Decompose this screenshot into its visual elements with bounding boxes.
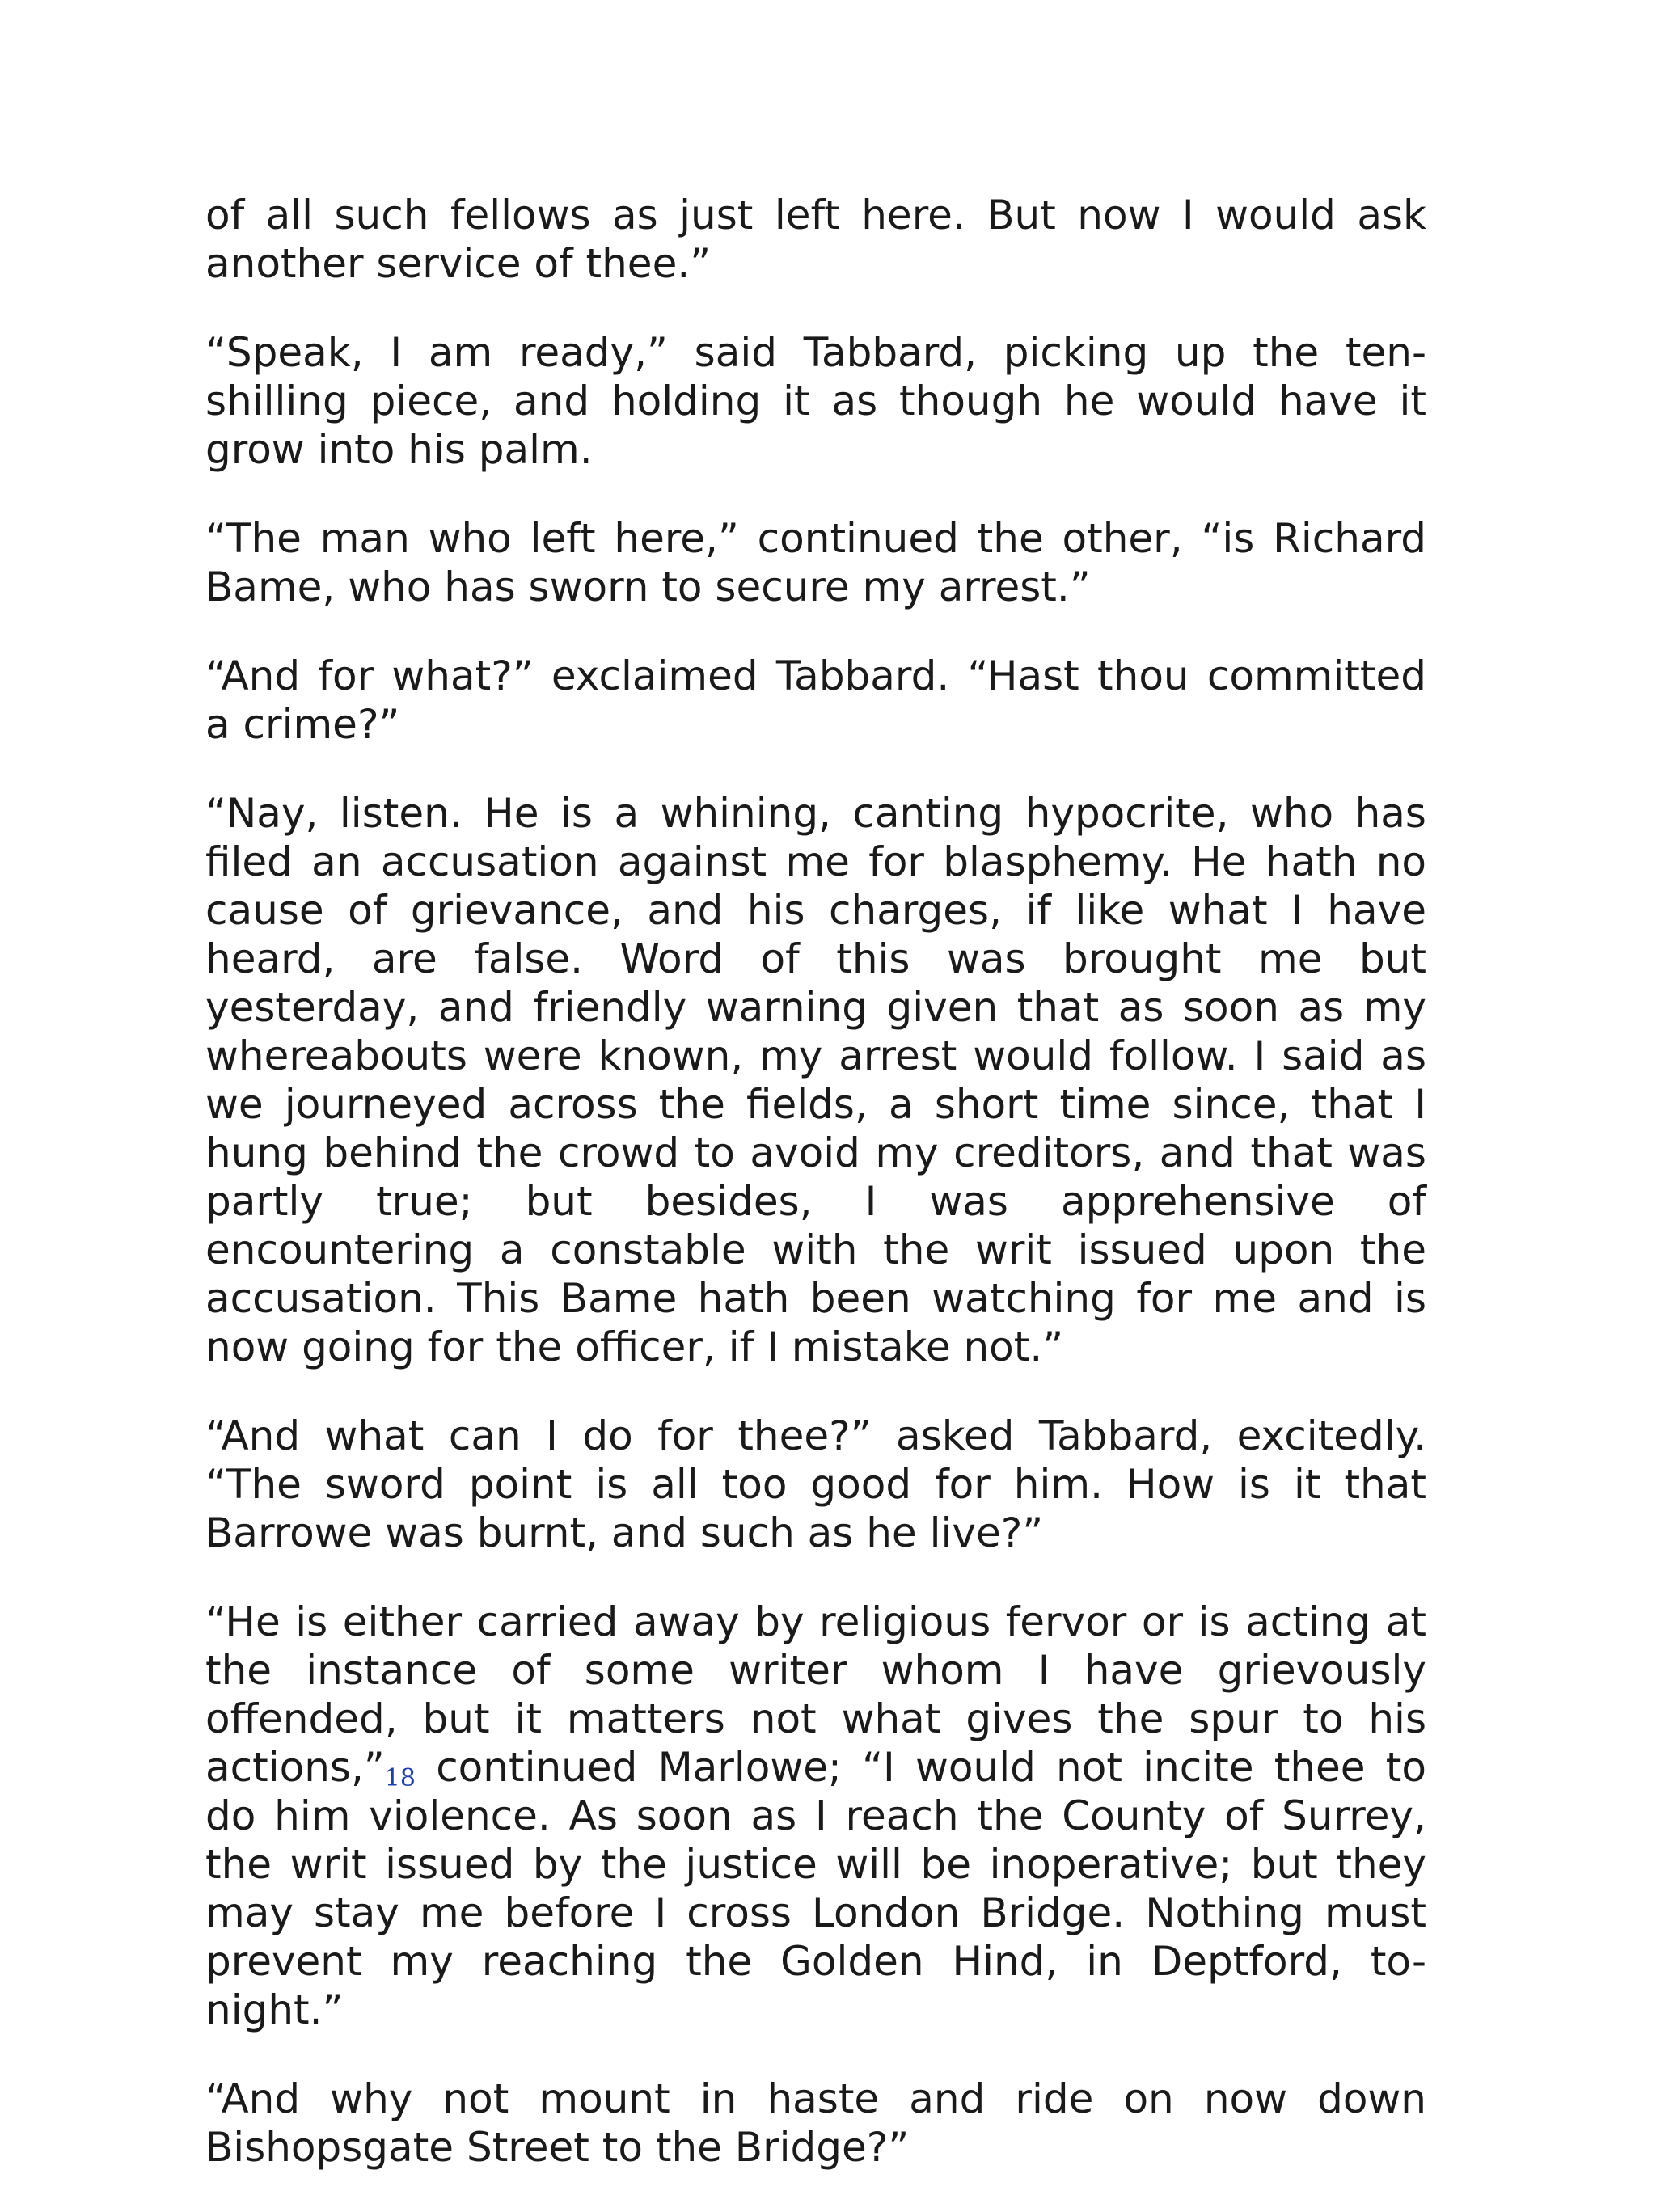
paragraph: “Nay, listen. He is a whining, canting hypocrite, who has filed an accusation against me for blasphemy. He hath no cause of grievance, and his charges, if like what I have heard, are false. Word of this was brought me but yesterday, and friendly warning given that as soon as my whereabouts were known, my arrest would follow. I said as we journeyed across the fields, a short time since, that I hung behind the crowd to avoid my creditors, and that was partly true; but besides, I was apprehensive of encountering a constable with the writ issued upon the accusation. This Bame hath been watching for me and is now going for the officer, if I mistake not.” bbox=[205, 790, 1426, 1370]
paragraph: “And for what?” exclaimed Tabbard. “Hast thou committed a crime?” bbox=[205, 652, 1426, 748]
paragraph: “Speak, I am ready,” said Tabbard, picking up the ten-shilling piece, and holding it as though he would have it grow into his palm. bbox=[205, 329, 1426, 473]
paragraph-text: “He is either carried away by religious fervor or is acting at the instance of some writer whom I have grievously offended, but it matters not what gives the spur to his actions,” bbox=[205, 1598, 1426, 1791]
page-body bbox=[205, 191, 1426, 2212]
page-number-link[interactable]: 18 bbox=[384, 1764, 416, 1792]
paragraph: “The man who left here,” continued the other, “is Richard Bame, who has sworn to secure my arrest.” bbox=[205, 515, 1426, 610]
paragraph-text: continued Marlowe; “I would not incite thee to do him violence. As soon as I reach the County of Surrey, the writ issued by the justice will be inoperative; but they may stay me before I cross London Bridge. Nothing must prevent my reaching the Golden Hind, in Deptford, to-night.” bbox=[205, 1744, 1426, 2033]
paragraph: “And what can I do for thee?” asked Tabbard, excitedly. “The sword point is all too good for him. How is it that Barrowe was burnt, and such as he live?” bbox=[205, 1412, 1426, 1556]
paragraph bbox=[205, 1598, 1426, 2034]
paragraph: of all such fellows as just left here. But now I would ask another service of thee.” bbox=[205, 192, 1426, 287]
paragraph: “And why not mount in haste and ride on now down Bishopsgate Street to the Bridge?” bbox=[205, 2075, 1426, 2171]
